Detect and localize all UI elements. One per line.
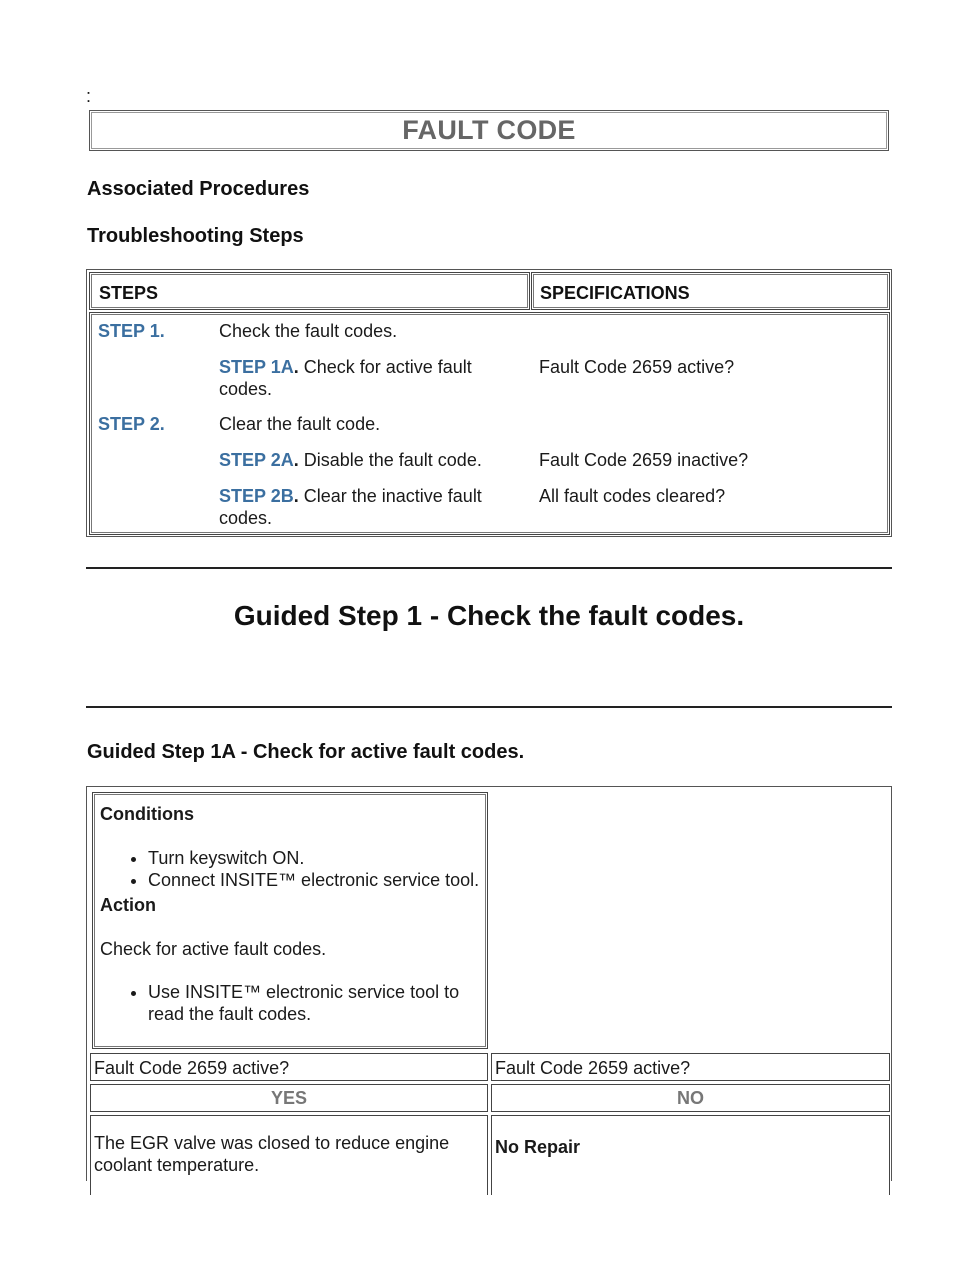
guided-step-1a-title: Guided Step 1A - Check for active fault codes. [87, 741, 525, 763]
step-1a-text: Check for active fault codes. [219, 357, 472, 399]
conditions-label: Conditions [100, 804, 194, 824]
associated-procedures-heading: Associated Procedures [87, 178, 310, 200]
conditions-action-cell [92, 792, 488, 1049]
action-list [100, 981, 480, 1025]
guided-step-1a-table [86, 786, 892, 1181]
step-2a-text: Disable the fault code. [298, 450, 482, 470]
list-item: • Connect INSITE™ electronic service tool. [148, 869, 480, 891]
step-2a-spec: Fault Code 2659 inactive? [539, 450, 749, 470]
step-1a-spec: Fault Code 2659 active? [539, 357, 735, 377]
steps-table [86, 269, 892, 537]
specifications-column-header: SPECIFICATIONS [540, 283, 690, 303]
yes-body-cell [90, 1115, 488, 1195]
yes-header-cell [90, 1084, 488, 1112]
step-1a-link[interactable]: STEP 1A [219, 357, 294, 377]
step-2b-text: Clear the inactive fault codes. [219, 486, 482, 528]
step-1-text: Check the fault codes. [219, 321, 398, 341]
step-1-link[interactable]: STEP 1. [98, 321, 165, 341]
header-colon: : [86, 86, 92, 106]
troubleshooting-steps-heading: Troubleshooting Steps [87, 225, 304, 247]
no-header-cell [491, 1084, 890, 1112]
step-2-text: Clear the fault code. [219, 414, 381, 434]
question-left-cell [90, 1053, 488, 1081]
action-text: Check for active fault codes. [100, 939, 327, 959]
question-left: Fault Code 2659 active? [94, 1058, 290, 1078]
step-1a-dot: . [293, 357, 299, 377]
action-label: Action [100, 895, 156, 915]
step-2a-row [219, 449, 519, 471]
specs-header-cell [531, 272, 890, 310]
list-item: • Turn keyswitch ON. [148, 847, 480, 869]
question-right: Fault Code 2659 active? [495, 1058, 691, 1078]
step-2b-row [219, 485, 514, 529]
steps-column-header: STEPS [99, 283, 159, 303]
guided-step-1-title: Guided Step 1 - Check the fault codes. [233, 600, 745, 631]
step-2b-spec: All fault codes cleared? [539, 486, 726, 506]
step-2a-link[interactable]: STEP 2A [219, 450, 294, 470]
fault-code-banner [89, 110, 889, 151]
yes-text: The EGR valve was closed to reduce engine coolant temperature. [94, 1133, 450, 1175]
divider [86, 567, 892, 569]
conditions-list [100, 847, 480, 891]
yes-label: YES [270, 1088, 308, 1108]
step-2a-dot: . [293, 450, 299, 470]
no-body-cell [491, 1115, 890, 1195]
steps-header-cell [89, 272, 530, 310]
step-2b-dot: . [293, 486, 299, 506]
divider [86, 706, 892, 708]
step-2b-link[interactable]: STEP 2B [219, 486, 294, 506]
no-label: NO [677, 1088, 704, 1108]
list-item: • Use INSITE™ electronic service tool to read the fault codes. [148, 981, 480, 1025]
step-2-link[interactable]: STEP 2. [98, 414, 165, 434]
steps-body-cell [89, 312, 890, 535]
no-text: No Repair [495, 1137, 581, 1157]
page-title: FAULT CODE [402, 115, 576, 145]
step-1a-row [219, 356, 509, 400]
question-right-cell [491, 1053, 890, 1081]
